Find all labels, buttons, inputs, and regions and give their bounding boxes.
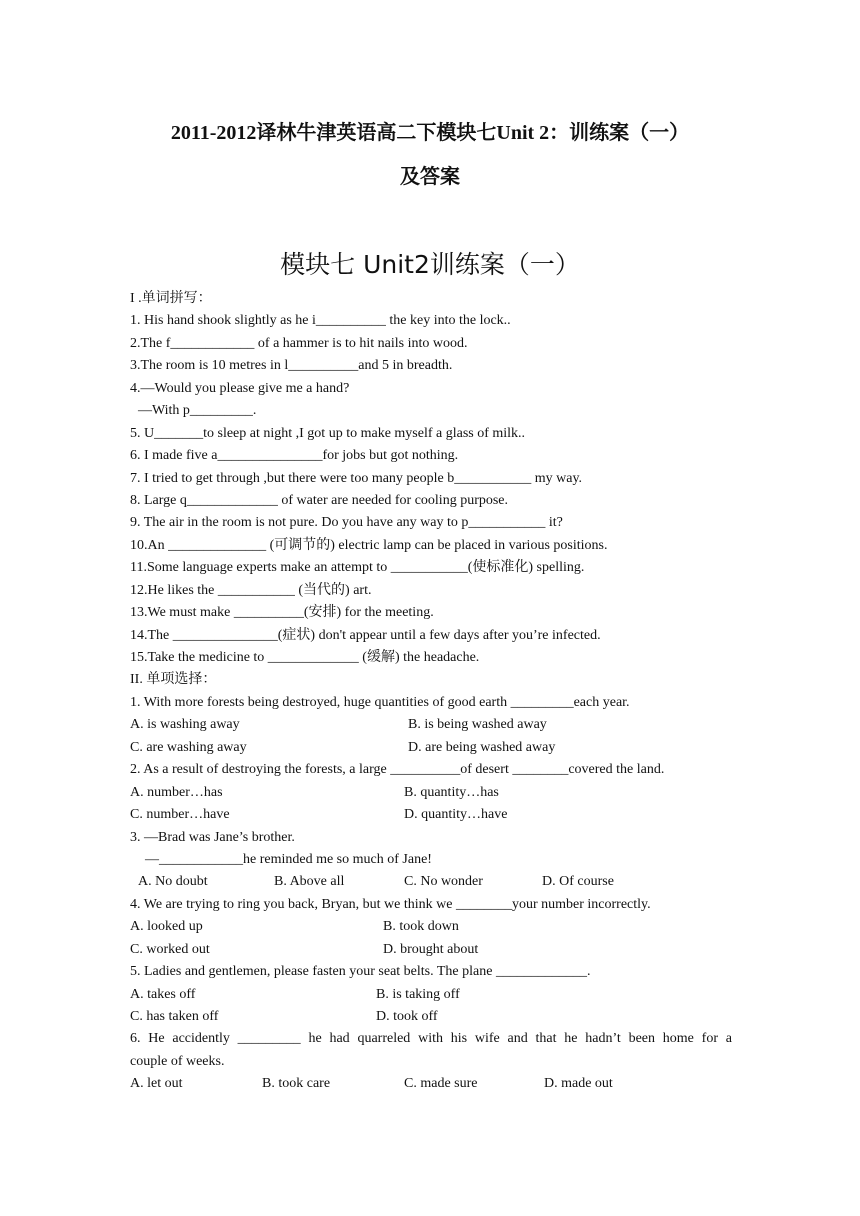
- question-stem-line2: couple of weeks.: [130, 1053, 225, 1069]
- option: C. No wonder: [404, 874, 483, 890]
- option: A. let out: [130, 1076, 183, 1092]
- list-item: 9. The air in the room is not pure. Do you have any way to p___________ it?: [130, 515, 563, 531]
- option: B. Above all: [274, 874, 345, 890]
- list-item: 1. His hand shook slightly as he i__________ the key into the lock..: [130, 313, 511, 329]
- option-row: [130, 984, 732, 1006]
- list-item: 15.Take the medicine to _____________ (缓解) the headache.: [130, 650, 480, 665]
- option-row: [130, 1006, 732, 1028]
- list-item: —With p_________.: [138, 403, 257, 419]
- option-row: [130, 782, 732, 804]
- section1-title: I .单词拼写：: [130, 291, 212, 306]
- option: C. has taken off: [130, 1009, 219, 1024]
- question-stem: 3. —Brad was Jane’s brother.: [130, 829, 295, 845]
- option: B. took care: [262, 1076, 331, 1092]
- option: C. made sure: [404, 1076, 478, 1092]
- question-stem: 2. As a result of destroying the forests, a large __________of desert ________covered the land.: [130, 762, 665, 778]
- list-item: 4.—Would you please give me a hand?: [130, 380, 350, 396]
- question-stem: 6. He accidently _________ he had quarreled with his wife and that he hadn’t been home for a: [130, 1031, 732, 1047]
- option: C. worked out: [130, 941, 210, 957]
- option-row: [130, 1073, 732, 1095]
- question-stem-line2: —____________he reminded me so much of Jane!: [145, 851, 432, 867]
- list-item: 14.The _______________(症状) don't appear until a few days after you’re infected.: [130, 627, 601, 643]
- option: B. took down: [383, 919, 459, 935]
- question-stem: 5. Ladies and gentlemen, please fasten your seat belts. The plane _____________.: [130, 964, 591, 980]
- exercise-body: [130, 288, 732, 1096]
- option: D. made out: [544, 1076, 613, 1092]
- list-item: 5. U_______to sleep at night ,I got up to make myself a glass of milk..: [130, 425, 526, 441]
- list-item: 11.Some language experts make an attempt to ___________(使标准化) spelling.: [130, 560, 585, 576]
- option-row: [130, 804, 732, 826]
- list-item: 2.The f____________ of a hammer is to hit nails into wood.: [130, 335, 468, 351]
- option-row: [130, 737, 732, 759]
- option-row: [130, 916, 732, 938]
- option: D. are being washed away: [408, 739, 556, 755]
- option-row: [130, 714, 732, 736]
- list-item: 7. I tried to get through ,but there were too many people b___________ my way.: [130, 470, 583, 486]
- option: A. number…has: [130, 784, 223, 800]
- question-stem: 1. With more forests being destroyed, huge quantities of good earth _________each year.: [130, 694, 630, 710]
- option: B. quantity…has: [404, 784, 499, 800]
- option: A. No doubt: [138, 874, 208, 890]
- option: A. takes off: [130, 986, 196, 1002]
- option: D. Of course: [542, 874, 614, 890]
- list-item: 6. I made five a_______________for jobs but got nothing.: [130, 448, 459, 464]
- list-item: 13.We must make __________(安排) for the meeting.: [130, 605, 434, 621]
- list-item: 3.The room is 10 metres in l__________and 5 in breadth.: [130, 358, 453, 374]
- option: D. took off: [376, 1009, 438, 1024]
- list-item: 8. Large q_____________ of water are needed for cooling purpose.: [130, 492, 509, 508]
- document-title: 2011-2012译林牛津英语高二下模块七Unit 2：训练案（一）: [170, 122, 690, 144]
- option: A. is washing away: [130, 717, 240, 733]
- option: C. are washing away: [130, 739, 247, 755]
- section-heading: 模块七 Unit2训练案（一）: [280, 250, 580, 279]
- document-title-line2: 及答案: [400, 166, 460, 188]
- section2-title: II. 单项选择：: [130, 672, 217, 688]
- option: D. quantity…have: [404, 807, 508, 823]
- list-item: 10.An ______________ (可调节的) electric lamp can be placed in various positions.: [130, 537, 608, 553]
- option: B. is taking off: [376, 986, 460, 1002]
- option: B. is being washed away: [408, 717, 547, 733]
- question-stem: 4. We are trying to ring you back, Bryan, but we think we ________your number incorrectly.: [130, 896, 651, 912]
- option: A. looked up: [130, 919, 203, 935]
- list-item: 12.He likes the ___________ (当代的) art.: [130, 582, 372, 598]
- option-row: [130, 871, 732, 893]
- option: C. number…have: [130, 807, 230, 823]
- option: D. brought about: [383, 941, 479, 957]
- option-row: [130, 939, 732, 961]
